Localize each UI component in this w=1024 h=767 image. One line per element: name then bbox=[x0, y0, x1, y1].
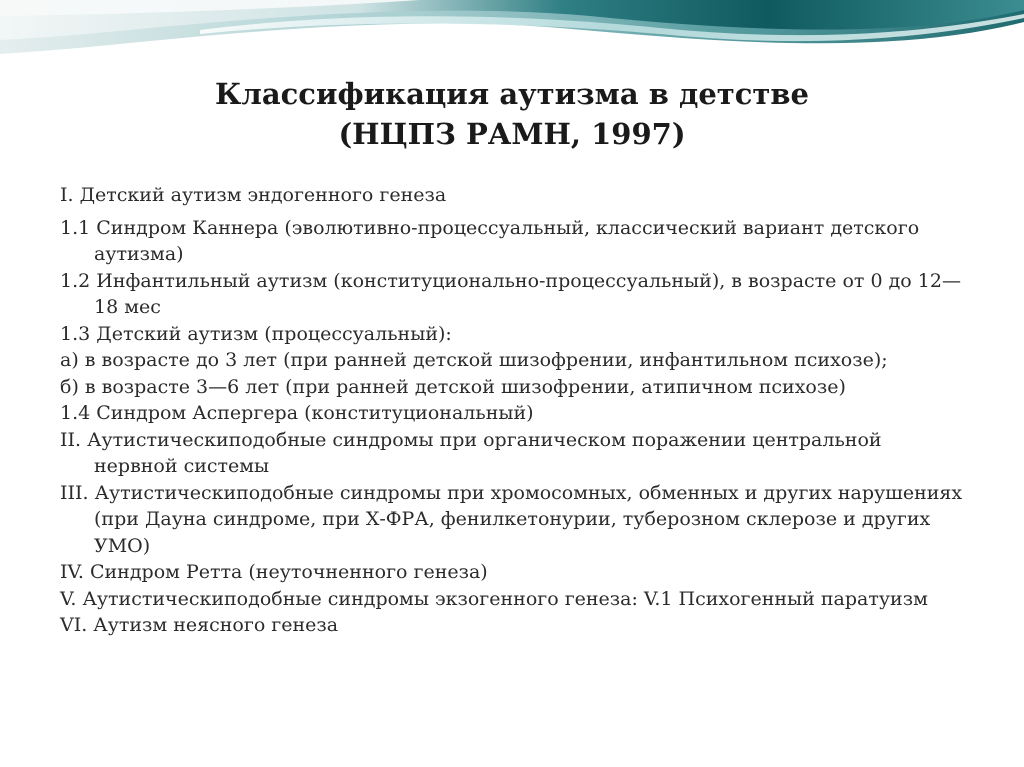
list-item: а) в возрасте до 3 лет (при ранней детской шизофрении, инфантильном психозе); bbox=[60, 349, 888, 371]
list-item: VI. Аутизм неясного генеза bbox=[60, 614, 339, 636]
title-line-1: Классификация аутизма в детстве bbox=[215, 77, 809, 111]
list-item: 1.2 Инфантильный аутизм (конституционально-процессуальный), в возрасте от 0 до 12—18 мес bbox=[60, 269, 961, 318]
title-line-2: (НЦПЗ РАМН, 1997) bbox=[338, 117, 686, 151]
list-item: б) в возрасте 3—6 лет (при ранней детской шизофрении, атипичном психозе) bbox=[60, 375, 846, 398]
list-item: I. Детский аутизм эндогенного генеза bbox=[60, 184, 447, 206]
list-item: V. Аутистическиподобные синдромы экзогенного генеза: V.1 Психогенный паратуизм bbox=[60, 587, 928, 610]
list-item: 1.4 Синдром Аспергера (конституциональный) bbox=[60, 402, 534, 424]
slide-title bbox=[0, 74, 1024, 154]
list-item: II. Аутистическиподобные синдромы при органическом поражении центральной нервной системы bbox=[60, 428, 882, 477]
list-item: 1.3 Детский аутизм (процессуальный): bbox=[60, 322, 452, 345]
list-item: 1.1 Синдром Каннера (эволютивно-процессуальный, классический вариант детского аутизма) bbox=[60, 216, 920, 265]
wave-header-decoration bbox=[0, 0, 1024, 70]
list-item: IV. Синдром Ретта (неуточненного генеза) bbox=[60, 561, 488, 583]
list-item: III. Аутистическиподобные синдромы при хромосомных, обменных и других нарушениях (при Дауна синдроме, при Х-ФРА, фенилкетонурии, туберозном склерозе и других УМО) bbox=[60, 481, 963, 557]
classification-list bbox=[60, 182, 970, 639]
